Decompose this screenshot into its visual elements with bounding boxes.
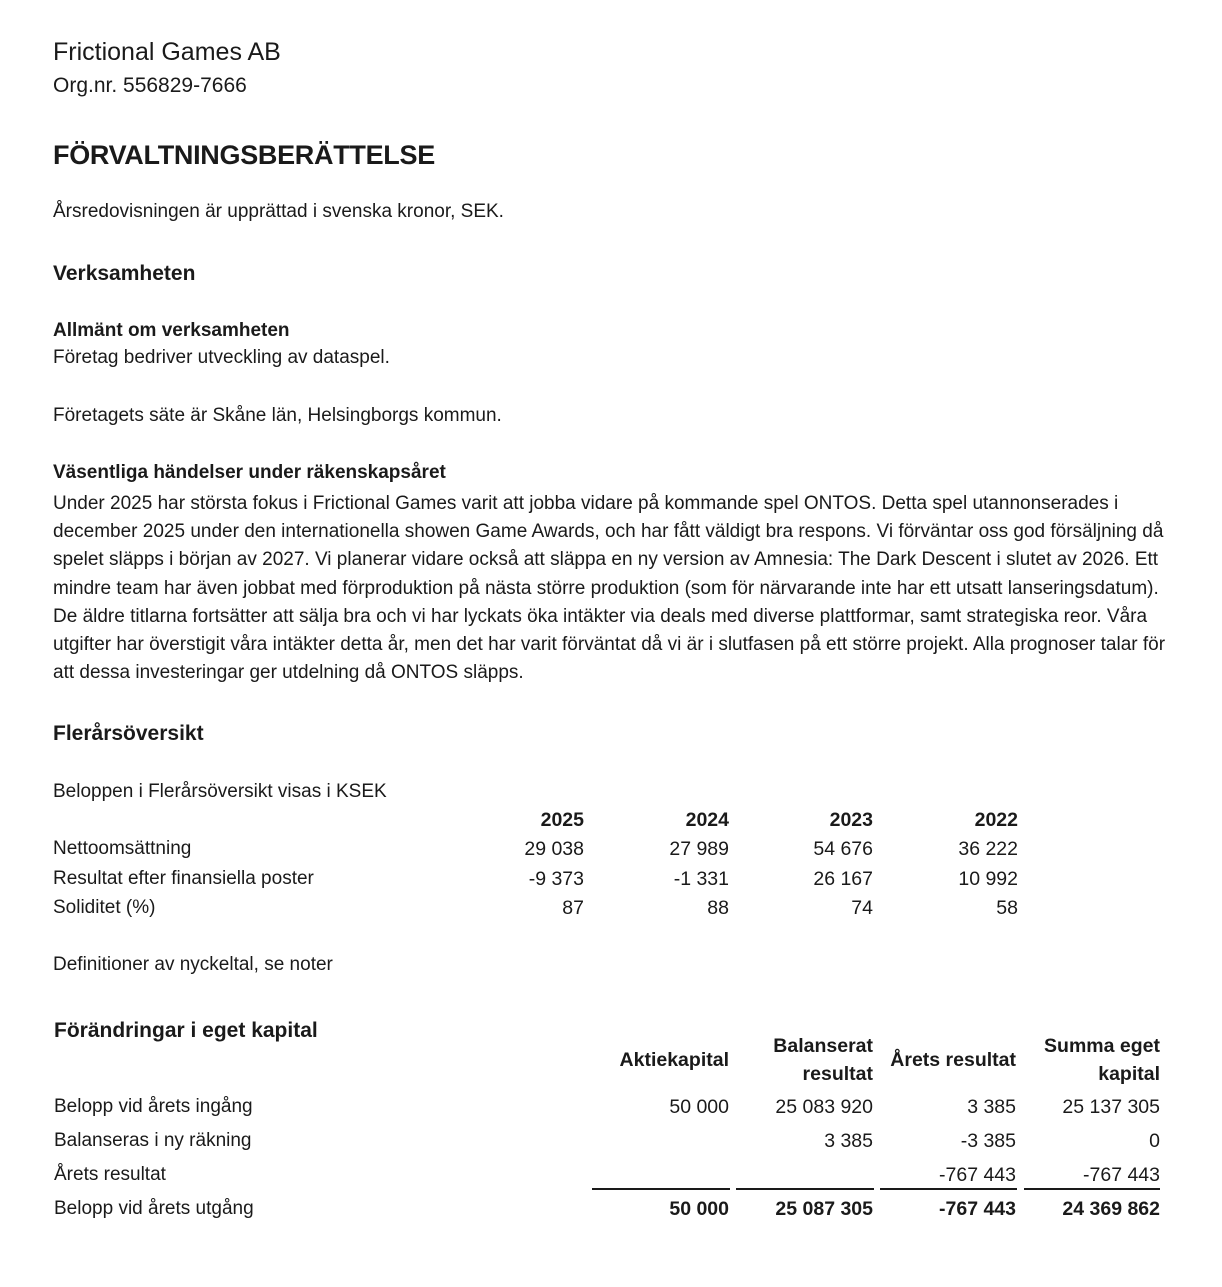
table-cell: 10 992 <box>958 868 1018 890</box>
year-header: 2024 <box>685 809 729 831</box>
row-label: Nettoomsättning <box>53 838 192 859</box>
org-number: Org.nr. 556829-7666 <box>53 74 247 97</box>
table-cell: 29 038 <box>524 838 584 860</box>
column-header: Aktiekapital <box>619 1049 729 1071</box>
sum-rule <box>880 1188 1017 1190</box>
currency-note: Årsredovisningen är upprättad i svenska kronor, SEK. <box>53 201 504 222</box>
table-cell: -767 443 <box>939 1164 1016 1186</box>
column-header: kapital <box>1098 1063 1160 1085</box>
sum-rule <box>1024 1188 1160 1190</box>
table-cell: -9 373 <box>528 868 584 890</box>
year-header: 2022 <box>974 809 1018 831</box>
table-cell: 50 000 <box>669 1198 729 1220</box>
page-title: FÖRVALTNINGSBERÄTTELSE <box>53 140 435 170</box>
subheading-allmant: Allmänt om verksamheten <box>53 320 290 341</box>
row-label: Balanseras i ny räkning <box>54 1130 252 1151</box>
sum-rule <box>736 1188 874 1190</box>
table-cell: -767 443 <box>939 1198 1016 1220</box>
row-label: Belopp vid årets ingång <box>54 1096 253 1117</box>
table-cell: 87 <box>562 897 584 919</box>
table-cell: 50 000 <box>669 1096 729 1118</box>
company-name: Frictional Games AB <box>53 38 281 66</box>
table-cell: 54 676 <box>813 838 873 860</box>
table-cell: 36 222 <box>958 838 1018 860</box>
year-header: 2025 <box>540 809 584 831</box>
table-cell: 26 167 <box>813 868 873 890</box>
row-label: Resultat efter finansiella poster <box>53 868 314 889</box>
section-heading-flerarsoversikt: Flerårsöversikt <box>53 722 204 745</box>
section-heading-eget-kapital: Förändringar i eget kapital <box>54 1019 318 1042</box>
sum-rule <box>592 1188 730 1190</box>
sate-text: Företagets säte är Skåne län, Helsingborgs kommun. <box>53 405 502 426</box>
row-label: Soliditet (%) <box>53 897 156 918</box>
table-cell: -3 385 <box>960 1130 1016 1152</box>
table-cell: 88 <box>707 897 729 919</box>
table-cell: 74 <box>851 897 873 919</box>
column-header: Summa eget <box>1044 1035 1160 1057</box>
table-cell: -767 443 <box>1083 1164 1160 1186</box>
column-header: Balanserat <box>773 1035 873 1057</box>
section-heading-verksamheten: Verksamheten <box>53 262 196 285</box>
table-cell: 25 087 305 <box>775 1198 873 1220</box>
table-cell: 3 385 <box>967 1096 1016 1118</box>
table-cell: 0 <box>1149 1130 1160 1152</box>
row-label: Belopp vid årets utgång <box>54 1198 254 1219</box>
allmant-text: Företag bedriver utveckling av dataspel. <box>53 347 390 368</box>
table-cell: 25 137 305 <box>1062 1096 1160 1118</box>
ksek-note: Beloppen i Flerårsöversikt visas i KSEK <box>53 781 387 802</box>
column-header: resultat <box>802 1063 873 1085</box>
table-cell: 27 989 <box>669 838 729 860</box>
table-cell: 58 <box>996 897 1018 919</box>
table-cell: 24 369 862 <box>1062 1198 1160 1220</box>
year-header: 2023 <box>829 809 873 831</box>
table-cell: 25 083 920 <box>775 1096 873 1118</box>
column-header: Årets resultat <box>890 1049 1016 1071</box>
subheading-handelser: Väsentliga händelser under räkenskapsåret <box>53 462 446 483</box>
handelser-paragraph: Under 2025 har största fokus i Frictional Games varit att jobba vidare på kommande spel ONTOS. Detta spel utannonserades i december 2025 under den internationella showen Game Awards, och har fått väldigt bra respons. Vi förväntar oss god försäljning då spelet släpps i början av 2027. Vi planerar vidare också att släppa en ny version av Amnesia: The Dark Descent i slutet av 2026. Ett mindre team har även jobbat med förproduktion på nästa större produktion (som för närvarande inte har ett utsatt lanseringsdatum). De äldre titlarna fortsätter att sälja bra och vi har lyckats öka intäkter via deals med diverse plattformar, samt strategiska reor. Våra utgifter har överstigit våra intäkter detta år, men det har varit förväntat då vi är i slutfasen på ett större projekt. Alla prognoser talar för att dessa investeringar ger utdelning då ONTOS släpps. <box>53 493 1166 684</box>
row-label: Årets resultat <box>54 1164 166 1185</box>
table-cell: 3 385 <box>824 1130 873 1152</box>
table-cell: -1 331 <box>673 868 729 890</box>
definitions-note: Definitioner av nyckeltal, se noter <box>53 954 333 975</box>
